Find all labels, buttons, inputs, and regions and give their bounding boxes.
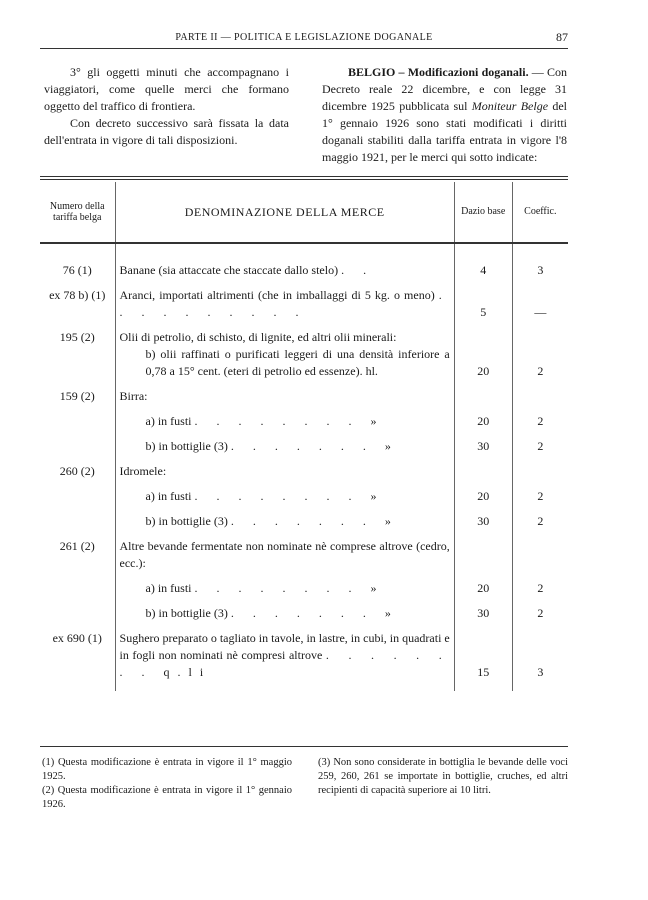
table-subrow (40, 405, 568, 430)
running-header: PARTE II — POLITICA E LEGISLAZIONE DOGANALE (175, 32, 433, 43)
footnote-rule (40, 746, 568, 747)
table-body (40, 243, 568, 691)
coeff-value: 2 (512, 597, 568, 622)
table-row (40, 279, 568, 321)
table-row (40, 530, 568, 572)
sub-description (115, 480, 454, 505)
tariff-number: 261 (2) (59, 539, 95, 553)
merce-description (115, 622, 454, 681)
merce-description (115, 321, 454, 380)
description-text: Sughero preparato o tagliato in tavole, in lastre, in cubi, in quadrati e in fogli non nominati nè compresi altrove (119, 631, 450, 662)
sub-item (120, 605, 450, 622)
leader-dots: . . . . . . . . » (194, 414, 385, 428)
dazio-value: 20 (454, 480, 512, 505)
leader-dots: . . . . . . . » (230, 439, 399, 453)
sub-description (115, 597, 454, 622)
table-row (40, 321, 568, 380)
table-row (40, 455, 568, 480)
dazio-value (454, 455, 512, 480)
tariff-number: 159 (2) (59, 389, 95, 403)
table-top-rule-2 (40, 179, 568, 180)
belgio-heading: BELGIO – Modificazioni doganali. (348, 65, 529, 79)
dazio-value: 30 (454, 505, 512, 530)
coeff-value: 2 (512, 430, 568, 455)
tariff-number: 195 (2) (59, 330, 95, 344)
header-dazio: Dazio base (454, 182, 512, 243)
coeff-value (512, 455, 568, 480)
spacer-cell (512, 681, 568, 691)
sub-item (120, 580, 450, 597)
leader-dots: . . . . . . . . q.li (119, 648, 450, 679)
table-subrow (40, 480, 568, 505)
right-text-1: — Con Decreto reale 22 dicembre, e con legge 31 dicembre 1925 pubblicata sul (322, 65, 567, 113)
sub-item-label: a) in fusti (145, 489, 192, 503)
sub-item-text: b) olii raffinati o purificati leggeri di una densità inferiore a 0,78 a 15° cent. (eteri di petrolio ed essenze). hl. (145, 347, 450, 378)
sub-description (115, 430, 454, 455)
header-denominazione: DENOMINAZIONE DELLA MERCE (115, 182, 454, 243)
dazio-value: 30 (454, 597, 512, 622)
sub-description (115, 572, 454, 597)
tariff-number-empty (40, 405, 115, 430)
sub-item (120, 438, 450, 455)
sub-item (120, 513, 450, 530)
table-row (40, 254, 568, 279)
spacer-cell (454, 681, 512, 691)
table-row (40, 622, 568, 681)
leader-dots: . . . . . . . . . . (119, 288, 450, 319)
tariff-number-empty (40, 572, 115, 597)
right-column (322, 64, 567, 166)
merce-description (115, 254, 454, 279)
table-subrow (40, 572, 568, 597)
left-column (44, 64, 289, 149)
coeff-value: — (512, 279, 568, 321)
right-text-2: del 1° gennaio 1926 sono stati modificati i diritti doganali stabiliti dalla tariffa entrata in vigore l'8 maggio 1921, per le merci qui sotto indicate: (322, 99, 567, 164)
footnote-3: (3) Non sono considerate in bottiglia le bevande delle voci 259, 260, 261 se importate in bottiglie, cruches, ed altri recipienti di capacità superiore ai 10 litri. (318, 757, 568, 796)
sub-description (115, 505, 454, 530)
leader-dots: . . . . . . . » (230, 606, 399, 620)
description-text: Birra: (119, 389, 148, 403)
tariff-number-empty (40, 480, 115, 505)
dazio-value: 20 (454, 321, 512, 380)
journal-name: Moniteur Belge (471, 99, 549, 113)
description-text: Olii di petrolio, di schisto, di lignite, ed altri olii minerali: (119, 330, 397, 344)
sub-item-label: b) in bottiglie (3) (145, 606, 228, 620)
merce-description (115, 530, 454, 572)
table-subrow (40, 597, 568, 622)
description-text: Banane (sia attaccate che staccate dallo stelo) (119, 263, 339, 277)
sub-item-label: b) in bottiglie (3) (145, 514, 228, 528)
tariff-number: ex 690 (1) (52, 631, 102, 645)
spacer-cell (115, 243, 454, 254)
coeff-value: 2 (512, 480, 568, 505)
spacer-cell (40, 243, 115, 254)
coeff-value: 3 (512, 622, 568, 681)
coeff-value (512, 380, 568, 405)
sub-item-label: b) in bottiglie (3) (145, 439, 228, 453)
coeff-value: 2 (512, 405, 568, 430)
header-numero: Numero della tariffa belga (40, 182, 115, 243)
header-rule (40, 48, 568, 49)
spacer-cell (454, 243, 512, 254)
right-paragraph (322, 64, 567, 166)
description-text: Aranci, importati altrimenti (che in imballaggi di 5 kg. o meno) (119, 288, 435, 302)
leader-dots: . . . . . . . . » (194, 581, 385, 595)
spacer-cell (40, 681, 115, 691)
left-paragraph-2: Con decreto successivo sarà fissata la data dell'entrata in vigore di tali disposizioni. (44, 116, 289, 147)
leader-dots: . . . . . . . » (230, 514, 399, 528)
spacer-cell (115, 681, 454, 691)
table-subrow (40, 430, 568, 455)
footnote-2: (2) Questa modificazione è entrata in vigore il 1° gennaio 1926. (42, 785, 292, 810)
merce-description (115, 279, 454, 321)
dazio-value: 15 (454, 622, 512, 681)
dazio-value: 5 (454, 279, 512, 321)
merce-description (115, 380, 454, 405)
coeff-value: 2 (512, 572, 568, 597)
footnote-1: (1) Questa modificazione è entrata in vigore il 1° maggio 1925. (42, 757, 292, 782)
dazio-value: 20 (454, 405, 512, 430)
footnotes-left (42, 756, 292, 812)
description-text: Altre bevande fermentate non nominate nè comprese altrove (cedro, ecc.): (119, 539, 450, 570)
spacer-cell (512, 243, 568, 254)
table-spacer (40, 681, 568, 691)
header-coeff: Coeffic. (512, 182, 568, 243)
tariff-number-empty (40, 505, 115, 530)
sub-item (120, 346, 450, 380)
merce-description (115, 455, 454, 480)
sub-item-label: a) in fusti (145, 581, 192, 595)
table-spacer (40, 243, 568, 254)
table-row (40, 380, 568, 405)
coeff-value: 3 (512, 254, 568, 279)
page-number: 87 (556, 30, 568, 44)
table-top-rule (40, 176, 568, 177)
coeff-value: 2 (512, 321, 568, 380)
dazio-value (454, 530, 512, 572)
coeff-value (512, 530, 568, 572)
leader-dots: . . (341, 263, 375, 277)
tariff-number: ex 78 b) (1) (49, 288, 106, 302)
tariff-number: 76 (1) (62, 263, 92, 277)
sub-item (120, 488, 450, 505)
dazio-value: 30 (454, 430, 512, 455)
leader-dots: . . . . . . . . » (194, 489, 385, 503)
dazio-value (454, 380, 512, 405)
table-header-row (40, 182, 568, 243)
footnotes-right (318, 756, 568, 798)
description-text: Idromele: (119, 464, 167, 478)
tariff-number-empty (40, 597, 115, 622)
sub-description (115, 405, 454, 430)
table-subrow (40, 505, 568, 530)
dazio-value: 20 (454, 572, 512, 597)
dazio-value: 4 (454, 254, 512, 279)
left-paragraph-1: 3° gli oggetti minuti che accompagnano i viaggiatori, come quelle merci che formano oggetto del traffico di frontiera. (44, 65, 289, 113)
tariff-table (40, 182, 568, 691)
tariff-number: 260 (2) (59, 464, 95, 478)
tariff-number-empty (40, 430, 115, 455)
sub-item (120, 413, 450, 430)
coeff-value: 2 (512, 505, 568, 530)
sub-item-label: a) in fusti (145, 414, 192, 428)
